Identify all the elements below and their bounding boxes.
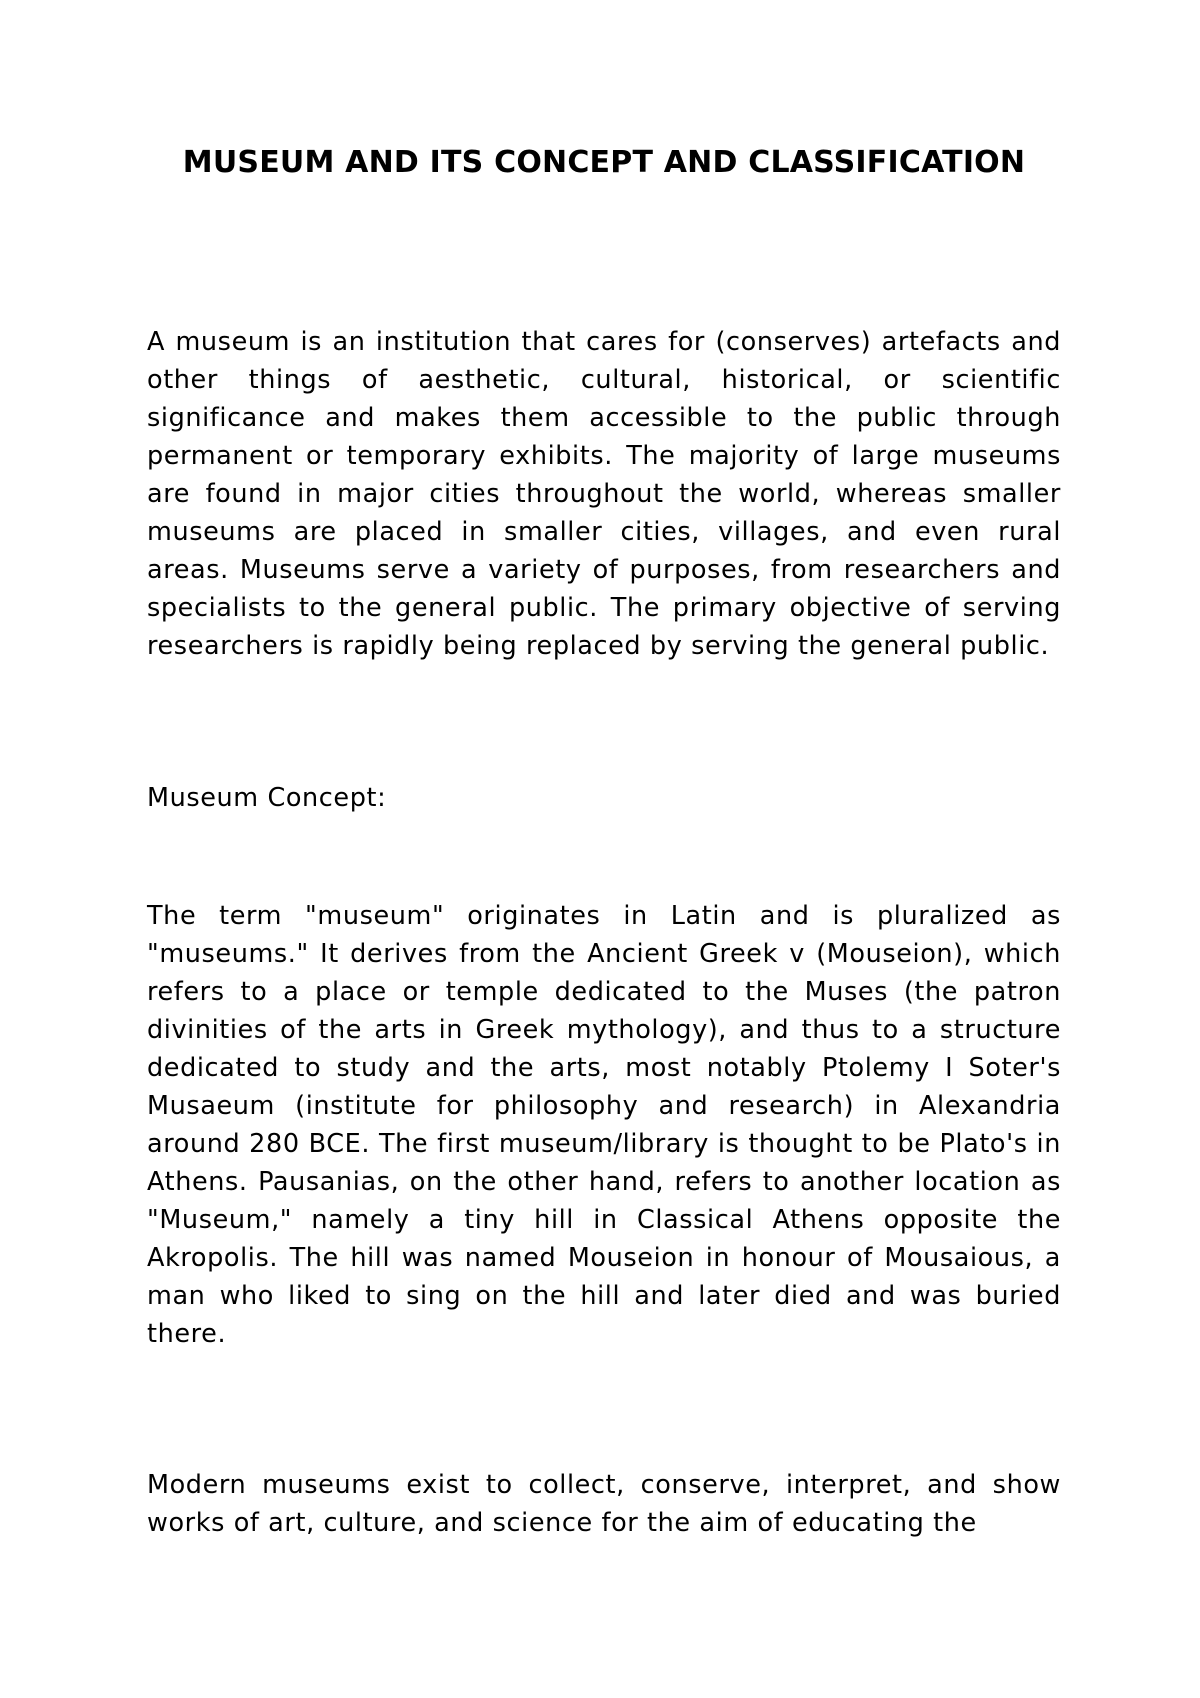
- intro-paragraph: A museum is an institution that cares for (conserves) artefacts and other things of aesthetic, cultural, historical, or scientific significance and makes them accessible to the public through permanent or temporary exhibits. The majority of large museums are found in major cities throughout the world, whereas smaller museums are placed in smaller cities, villages, and even rural areas. Museums serve a variety of purposes, from researchers and specialists to the general public. The primary objective of serving researchers is rapidly being replaced by serving the general public.: [147, 327, 1061, 661]
- document-title: MUSEUM AND ITS CONCEPT AND CLASSIFICATION: [182, 145, 1026, 180]
- etymology-paragraph: The term "museum" originates in Latin and is pluralized as "museums." It derives from the Ancient Greek v (Mouseion), which refers to a place or temple dedicated to the Muses (the patron divinities of the arts in Greek mythology), and thus to a structure dedicated to study and the arts, most notably Ptolemy I Soter's Musaeum (institute for philosophy and research) in Alexandria around 280 BCE. The first museum/library is thought to be Plato's in Athens. Pausanias, on the other hand, refers to another location as "Museum," namely a tiny hill in Classical Athens opposite the Akropolis. The hill was named Mouseion in honour of Mousaious, a man who liked to sing on the hill and later died and was buried there.: [147, 901, 1061, 1349]
- modern-museums-paragraph: Modern museums exist to collect, conserve, interpret, and show works of art, culture, and science for the aim of educating the: [147, 1470, 1061, 1538]
- section-heading-museum-concept: Museum Concept:: [147, 783, 387, 813]
